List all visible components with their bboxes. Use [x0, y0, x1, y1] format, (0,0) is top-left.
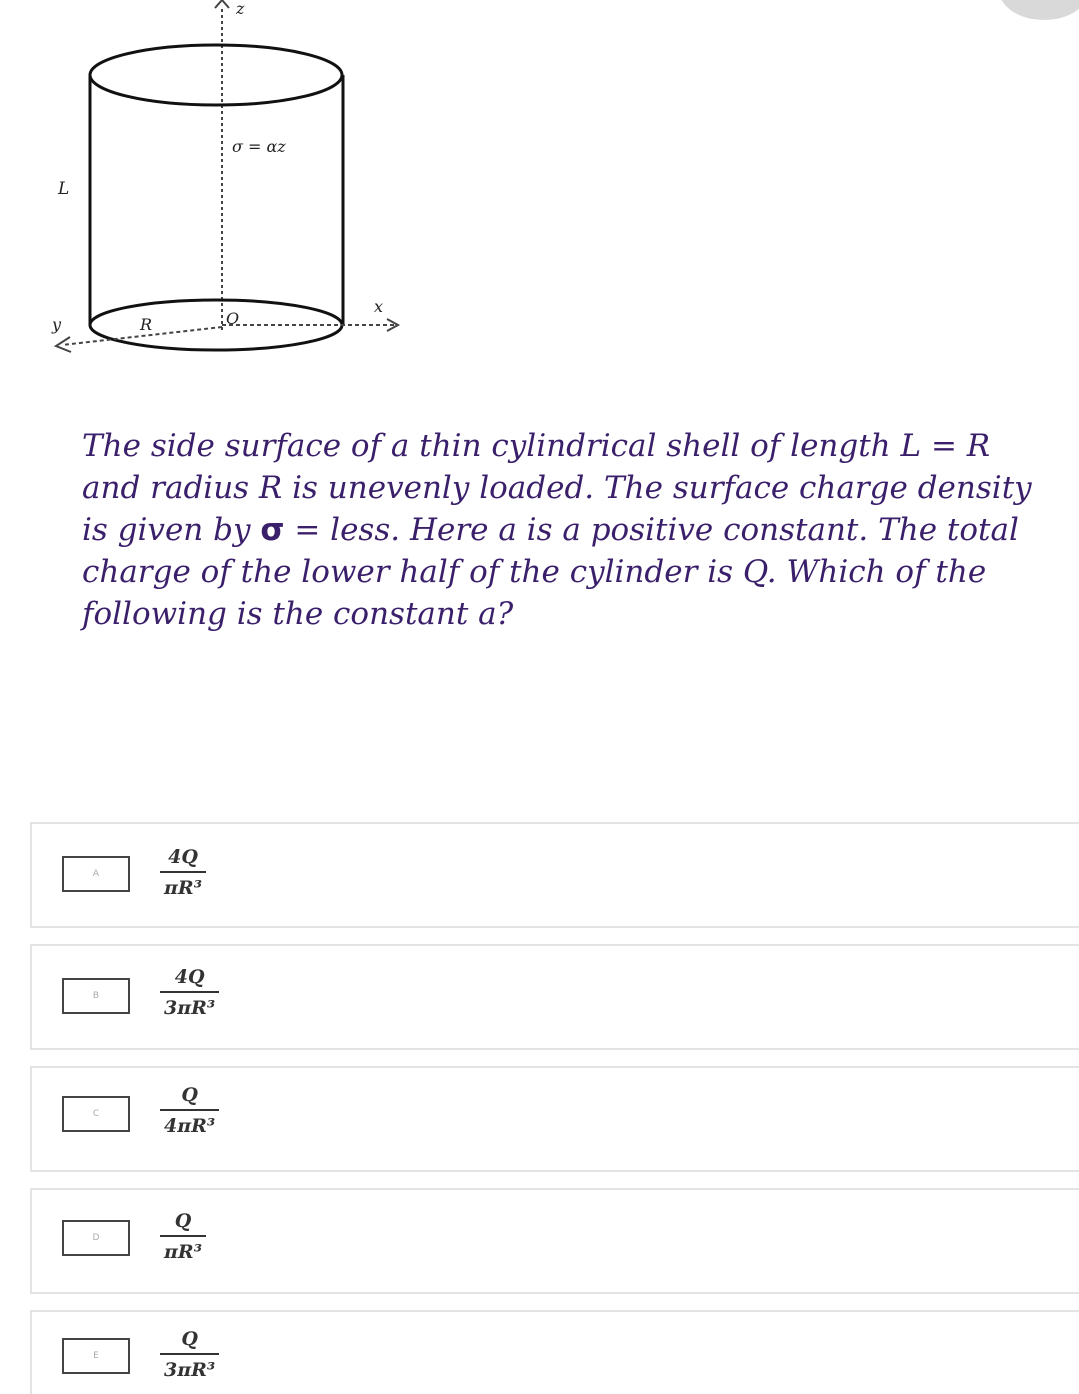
answer-options [30, 822, 1079, 1394]
denominator: πR³ [164, 1241, 203, 1263]
checkbox-b[interactable] [62, 978, 130, 1014]
cylinder-top [90, 45, 342, 105]
option-b[interactable] [30, 944, 1079, 1050]
origin-label: O [226, 309, 240, 328]
sigma-symbol: σ [260, 512, 285, 548]
question-part-2: = less. Here a is a positive constant. The total charge of the lower half of the cylinder is Q. Which of the following is the constant a? [82, 512, 1019, 632]
checkbox-d[interactable] [62, 1220, 130, 1256]
denominator: 4πR³ [164, 1115, 216, 1137]
option-letter: D [92, 1233, 100, 1243]
question-text [82, 425, 1042, 635]
length-label: L [58, 179, 70, 199]
option-letter: B [92, 991, 100, 1001]
checkbox-c[interactable] [62, 1096, 130, 1132]
fraction-b [160, 966, 219, 1019]
fraction-a [160, 846, 206, 899]
option-letter: E [93, 1351, 99, 1361]
numerator: 4Q [174, 966, 205, 988]
question-part-1: The side surface of a thin cylindrical shell of length L = R and radius R is unevenly loaded. The surface charge density is given by [82, 428, 1032, 548]
z-axis-arrow [215, 0, 229, 8]
denominator: 3πR³ [164, 997, 216, 1019]
numerator: Q [181, 1084, 198, 1106]
density-label: σ = αz [232, 137, 286, 156]
option-letter: A [92, 869, 100, 879]
option-c[interactable] [30, 1066, 1079, 1172]
denominator: 3πR³ [164, 1359, 216, 1381]
option-d[interactable] [30, 1188, 1079, 1294]
option-a[interactable] [30, 822, 1079, 928]
denominator: πR³ [164, 877, 203, 899]
numerator: Q [181, 1328, 198, 1350]
radius-label: R [140, 315, 153, 334]
corner-shape [999, 0, 1079, 20]
fraction-c [160, 1084, 219, 1137]
checkbox-e[interactable] [62, 1338, 130, 1374]
option-e[interactable] [30, 1310, 1079, 1394]
fraction-e [160, 1328, 219, 1381]
checkbox-a[interactable] [62, 856, 130, 892]
y-axis-label: y [52, 315, 62, 334]
x-axis-label: x [374, 297, 384, 316]
numerator: 4Q [168, 846, 198, 868]
cylinder-diagram [0, 0, 440, 390]
cylinder-bottom [90, 300, 342, 350]
numerator: Q [174, 1210, 192, 1232]
fraction-d [160, 1210, 206, 1263]
option-letter: C [92, 1109, 100, 1119]
z-axis-label: z [236, 0, 245, 18]
